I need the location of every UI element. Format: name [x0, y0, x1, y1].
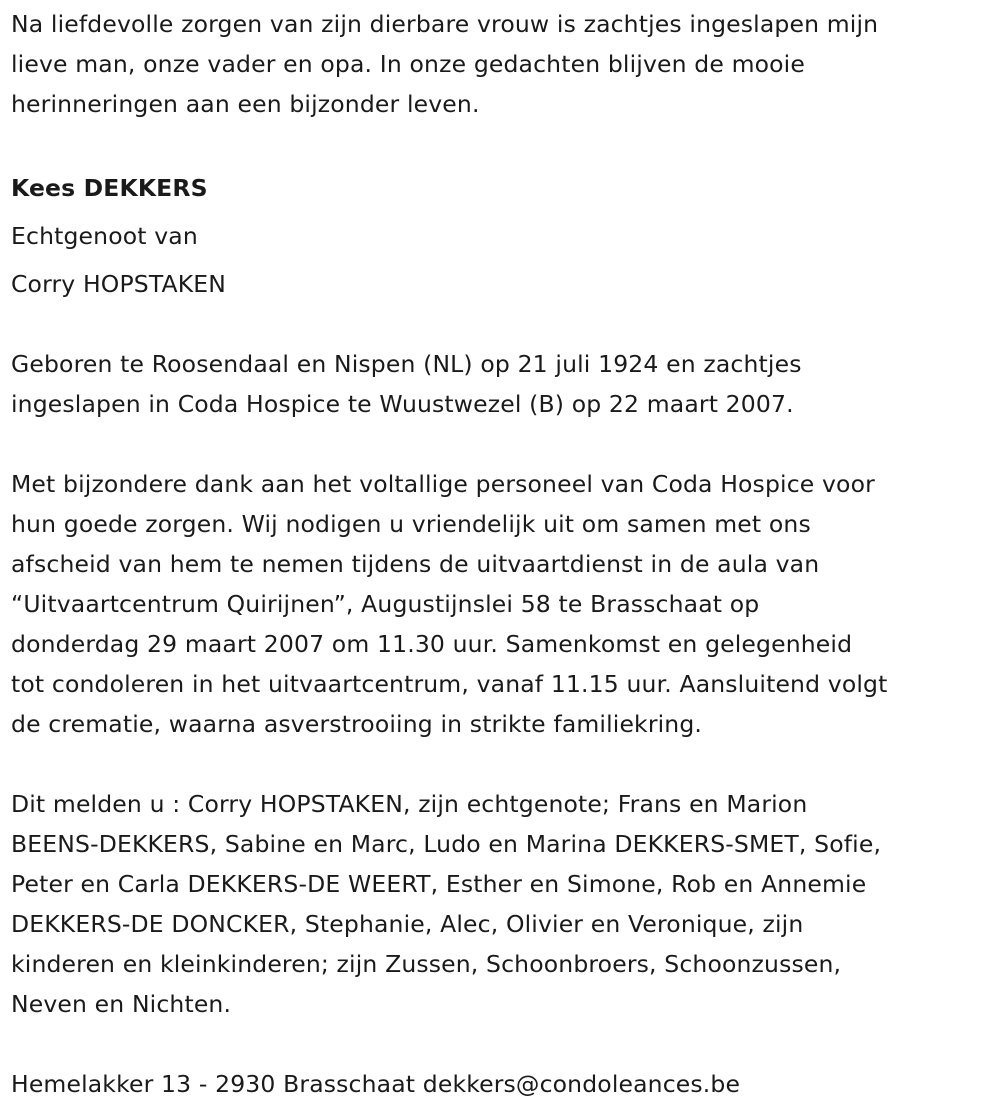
ceremony-line: tot condoleren in het uitvaartcentrum, vanaf 11.15 uur. Aansluitend volgt — [11, 670, 888, 698]
paragraph-gap — [11, 1024, 993, 1064]
deceased-block — [11, 168, 993, 304]
birth-death-line: ingeslapen in Coda Hospice te Wuustwezel (B) op 22 maart 2007. — [11, 390, 794, 418]
intro-paragraph — [11, 4, 993, 124]
family-line: Dit melden u : Corry HOPSTAKEN, zijn echtgenote; Frans en Marion — [11, 790, 808, 818]
intro-line: lieve man, onze vader en opa. In onze gedachten blijven de mooie — [11, 50, 805, 78]
family-line: Neven en Nichten. — [11, 990, 232, 1018]
ceremony-line: de crematie, waarna asverstrooiing in strikte familiekring. — [11, 710, 703, 738]
contact-email: dekkers@condoleances.be — [422, 1070, 741, 1098]
ceremony-paragraph — [11, 464, 993, 744]
intro-line: herinneringen aan een bijzonder leven. — [11, 90, 480, 118]
contact-address: Hemelakker 13 - 2930 Brasschaat — [11, 1070, 416, 1098]
family-line: DEKKERS-DE DONCKER, Stephanie, Alec, Olivier en Veronique, zijn — [11, 910, 804, 938]
birth-death-line: Geboren te Roosendaal en Nispen (NL) op 21 juli 1924 en zachtjes — [11, 350, 802, 378]
spouse-name: Corry HOPSTAKEN — [11, 270, 227, 298]
paragraph-gap — [11, 124, 993, 164]
paragraph-gap — [11, 744, 993, 784]
intro-line: Na liefdevolle zorgen van zijn dierbare vrouw is zachtjes ingeslapen mijn — [11, 10, 879, 38]
family-line: Peter en Carla DEKKERS-DE WEERT, Esther en Simone, Rob en Annemie — [11, 870, 867, 898]
ceremony-line: afscheid van hem te nemen tijdens de uitvaartdienst in de aula van — [11, 550, 820, 578]
family-line: kinderen en kleinkinderen; zijn Zussen, Schoonbroers, Schoonzussen, — [11, 950, 842, 978]
spouse-label: Echtgenoot van — [11, 222, 198, 250]
paragraph-gap — [11, 304, 993, 344]
ceremony-line: donderdag 29 maart 2007 om 11.30 uur. Samenkomst en gelegenheid — [11, 630, 853, 658]
ceremony-line: Met bijzondere dank aan het voltallige personeel van Coda Hospice voor — [11, 470, 875, 498]
birth-death-paragraph — [11, 344, 993, 424]
contact-line — [11, 1064, 993, 1104]
funeral-notice — [11, 4, 993, 1104]
family-line: BEENS-DEKKERS, Sabine en Marc, Ludo en Marina DEKKERS-SMET, Sofie, — [11, 830, 882, 858]
ceremony-line: “Uitvaartcentrum Quirijnen”, Augustijnslei 58 te Brasschaat op — [11, 590, 760, 618]
family-paragraph — [11, 784, 993, 1024]
paragraph-gap — [11, 424, 993, 464]
deceased-name: Kees DEKKERS — [11, 174, 208, 202]
ceremony-line: hun goede zorgen. Wij nodigen u vriendelijk uit om samen met ons — [11, 510, 811, 538]
